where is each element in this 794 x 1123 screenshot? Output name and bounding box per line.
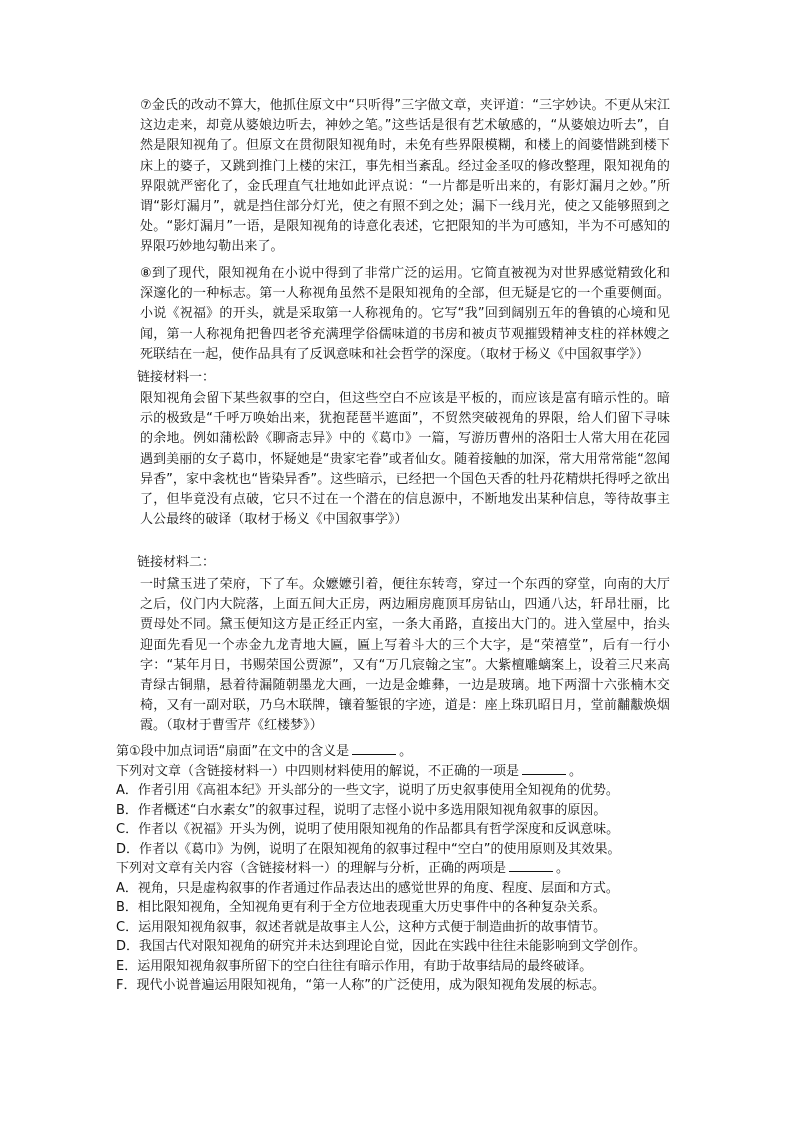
option-item: A．视角，只是虚构叙事的作者通过作品表达出的感觉世界的角度、程度、层面和方式。 bbox=[116, 880, 619, 896]
option-item: A．作者引用《高祖本纪》开头部分的一些文字，说明了历史叙事使用全知视角的优势。 bbox=[116, 783, 619, 798]
question-1-end: 。 bbox=[399, 744, 413, 759]
answer-blank[interactable] bbox=[522, 762, 566, 775]
paragraph-text: ⑧到了现代，限知视角在小说中得到了非常广泛的运用。它简直被视为对世界感觉精致化和深邃化的一种标志。第一人称视角虽然不是限知视角的全部，但无疑是它的一个重要侧面。小说《祝福》的开头，就是采取第一人称视角的。它写“我”回到阔别五年的鲁镇的心境和见闻，第一人称视角把鲁四老爷充满理学俗儒味道的书房和被贞节观摧毁精神支柱的祥林嫂之死联结在一起，使作品具有了反讽意味和社会哲学的深度。（取材于杨义《中国叙事学》） bbox=[140, 266, 670, 362]
question-1 bbox=[116, 742, 676, 762]
option-item: C．运用限知视角叙事，叙述者就是故事主人公，这种方式便于制造曲折的故事情节。 bbox=[116, 919, 607, 935]
option-item: B．相比限知视角，全知视角更有利于全方位地表现重大历史事件中的各种复杂关系。 bbox=[116, 900, 606, 915]
option-item: E．运用限知视角叙事所留下的空白往往有暗示作用，有助于故事结局的最终破译。 bbox=[116, 958, 593, 974]
section-label: 链接材料一： bbox=[137, 370, 216, 385]
link-material-2-text bbox=[140, 575, 670, 737]
option-item: D．作者以《葛巾》为例，说明了在限知视角的叙事过程中“空白”的使用原则及其效果。 bbox=[116, 841, 621, 857]
question-section bbox=[116, 742, 676, 996]
option-item: F．现代小说普遍运用限知视角，“第一人称”的广泛使用，成为限知视角发展的标志。 bbox=[116, 978, 605, 993]
link-material-1-text bbox=[140, 389, 670, 530]
paragraph-text: 限知视角会留下某些叙事的空白，但这些空白不应该是平板的，而应该是富有暗示性的。暗示的极致是“千呼万唤始出来，犹抱琵琶半遮面”，不贸然突破视角的界限，给人们留下寻味的余地。例如蒲松龄《聊斋志异》中的《葛巾》一篇，写游历曹州的洛阳士人常大用在花园遇到美丽的女子葛巾，怀疑她是“贵家宅眷”或者仙女。随着接触的加深，常大用常常能“忽闻异香”，家中衾枕也“皆染异香”。这些暗示，已经把一个国色天香的牡丹花精烘托得呼之欲出了，但毕竟没有点破，它只不过在一个潜在的信息源中，不断地发出某种信息，等待故事主人公最终的破译（取材于杨义《中国叙事学》） bbox=[140, 391, 670, 528]
answer-blank[interactable] bbox=[352, 742, 396, 755]
paragraph-text: ⑦金氏的改动不算大，他抓住原文中“只听得”三字做文章，夹评道：“三字妙诀。不更从宋江这边走来，却竟从婆娘边听去，神妙之笔。”这些话是很有艺术敏感的，“从婆娘边听去”，自然是限知视角了。但原文在贯彻限知视角时，未免有些界限模糊，和楼上的阎婆惜跳到楼下床上的婆子，又跳到推门上楼的宋江，事先相当紊乱。经过金圣叹的修改整理，限知视角的界限就严密化了，金氏理直气壮地如此评点说：“一片都是听出来的，有影灯漏月之妙。”所谓“影灯漏月”，就是挡住部分灯光，使之有照不到之处；漏下一线月光，使之又能够照到之处。“影灯漏月”一语，是限知视角的诗意化表述，它把限知的半为可感知，半为不可感知的界限巧妙地勾勒出来了。 bbox=[140, 98, 670, 255]
answer-blank[interactable] bbox=[509, 859, 553, 872]
question-1-text: 第①段中加点词语“扇面”在文中的含义是 bbox=[116, 744, 350, 759]
question-3-text: 下列对文章有关内容（含链接材料一）的理解与分析，正确的两项是 bbox=[116, 861, 507, 876]
option-item: D．我国古代对限知视角的研究并未达到理论自觉，因此在实践中往往未能影响到文学创作。 bbox=[116, 939, 647, 954]
link-material-2-label bbox=[137, 553, 667, 573]
option-item: B．作者概述“白水素女”的叙事过程，说明了志怪小说中多选用限知视角叙事的原因。 bbox=[116, 802, 607, 818]
passage-paragraph-7 bbox=[140, 96, 670, 258]
option-item: C．作者以《祝福》开头为例，说明了使用限知视角的作品都具有哲学深度和反讽意味。 bbox=[116, 822, 620, 837]
question-2-end: 。 bbox=[569, 763, 583, 779]
question-2-text: 下列对文章（含链接材料一）中四则材料使用的解说，不正确的一项是 bbox=[116, 763, 520, 779]
question-2 bbox=[116, 762, 676, 782]
question-3 bbox=[116, 859, 676, 879]
paragraph-text: 一时黛玉进了荣府，下了车。众嬷嬷引着，便往东转弯，穿过一个东西的穿堂，向南的大厅之后，仪门内大院落，上面五间大正房，两边厢房鹿顶耳房钻山，四通八达，轩昂壮丽，比贾母处不同。黛玉便知这方是正经正内室，一条大甬路，直接出大门的。进入堂屋中，抬头迎面先看见一个赤金九龙青地大匾，匾上写着斗大的三个大字，是“荣禧堂”，后有一行小字：“某年月日，书赐荣国公贾源”，又有“万几宸翰之宝”。大紫檀雕螭案上，设着三尺来高青绿古铜鼎，悬着待漏随朝墨龙大画，一边是金蜼彝，一边是玻璃。地下两溜十六张楠木交椅，又有一副对联，乃乌木联牌，镶着錾银的字迹，道是：座上珠玑昭日月，堂前黼黻焕烟霞。（取材于曹雪芹《红楼梦》） bbox=[140, 577, 670, 734]
passage-paragraph-8 bbox=[140, 264, 670, 365]
question-3-end: 。 bbox=[556, 861, 570, 876]
link-material-1-label bbox=[137, 368, 667, 388]
section-label: 链接材料二： bbox=[137, 555, 216, 570]
